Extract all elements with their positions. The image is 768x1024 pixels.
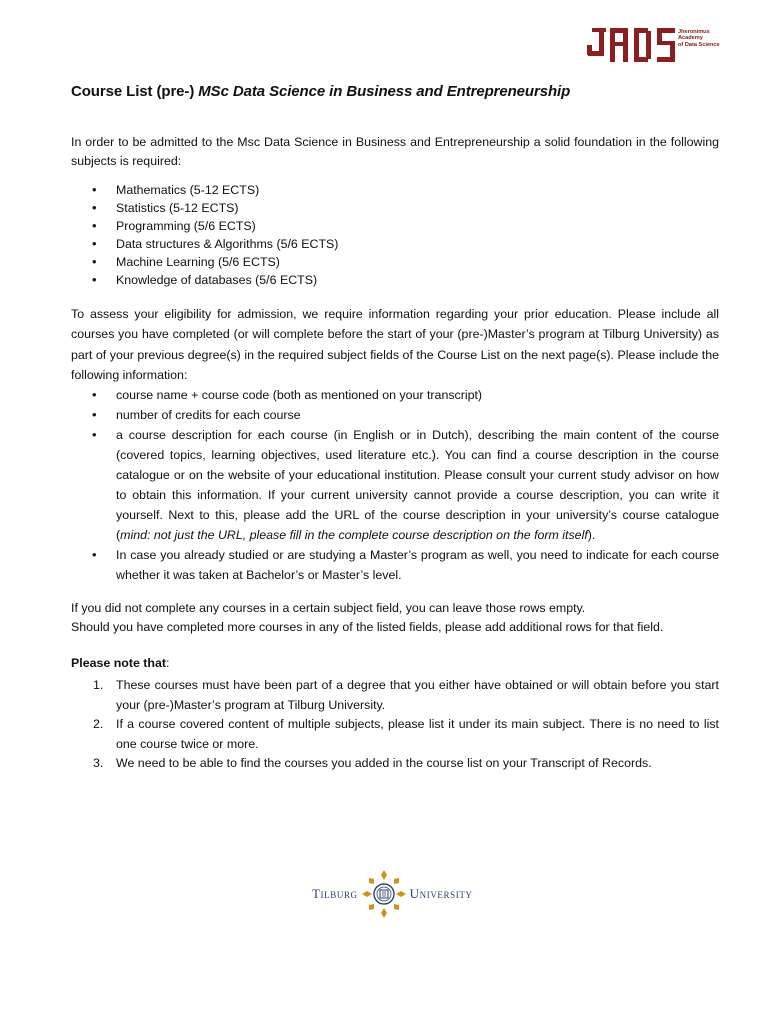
note-heading-colon: : [166,656,170,670]
jads-subtitle-line: Academy [678,35,703,42]
note-heading-text: Please note that [71,656,167,670]
list-number: 3. [93,756,104,771]
info-text: a course description for each course (in English or in Dutch), describing the main content of the course (covered topics, learning objectives, used literature etc.). You can find a course description in the course catalogue or on the website of your educational institution. Please consult your current study advisor on how to obtain this information. If your current university cannot provide a course description, you can write it yourself. Next to this, please add the URL of the course description in your university’s course catalogue ( [116,428,719,542]
assess-paragraph: To assess your eligibility for admission, we require information regarding your prior education. Please include all courses you have completed (or will complete before the start of your (pre-)Master’s program at Tilburg University) as part of your previous degree(s) in the required subject fields of the Course List on the next page(s). Please include the following information: [71,307,719,382]
list-item [71,715,719,754]
university-seal-icon [362,870,406,918]
list-item: • Data structures & Algorithms (5/6 ECTS) [71,235,719,253]
jads-subtitle-line: Jheronimus [678,29,710,35]
list-item: • Mathematics (5-12 ECTS) [71,181,719,199]
title-plain: Course List (pre-) [71,83,199,100]
list-item: • Statistics (5-12 ECTS) [71,199,719,217]
empty-rows-paragraph [71,599,731,638]
required-info-list [71,385,719,585]
note-text: We need to be able to find the courses you added in the course list on your Transcript of Records. [116,756,652,771]
info-italic-note: mind: not just the URL, please fill in the complete course description on the form itself [120,528,588,542]
list-number: 1. [93,678,104,692]
list-item: • Machine Learning (5/6 ECTS) [71,253,719,271]
list-item [71,754,719,774]
list-item: • number of credits for each course [71,405,719,425]
jads-subtitle-line: of Data Science [678,41,720,48]
list-item: • course name + course code (both as mentioned on your transcript) [71,385,719,405]
logo-word-tilburg: Tilburg [312,886,358,901]
subjects-list [71,181,719,289]
list-item [71,425,719,545]
jads-logo-subtitle [678,29,720,48]
note-heading [71,656,169,670]
list-item [71,676,719,715]
tilburg-university-logo [312,870,473,918]
notes-list [71,676,719,774]
more-rows-line: Should you have completed more courses in any of the listed fields, please add additional rows for that field. [71,620,664,635]
list-item: • Programming (5/6 ECTS) [71,217,719,235]
note-text: If a course covered content of multiple subjects, please list it under its main subject. There is no need to list one course twice or more. [116,717,719,751]
logo-word-university: University [409,886,473,901]
page-title [71,83,570,100]
list-number: 2. [93,717,104,732]
empty-rows-line: If you did not complete any courses in a certain subject field, you can leave those rows empty. [71,601,586,615]
title-italic: MSc Data Science in Business and Entrepreneurship [198,83,571,100]
info-text-end: ). [587,528,596,542]
list-item: • Knowledge of databases (5/6 ECTS) [71,271,719,289]
jads-logo [586,27,720,63]
note-text: These courses must have been part of a degree that you either have obtained or will obtain before you start your (pre-)Master’s program at Tilburg University. [116,678,719,712]
list-item: • In case you already studied or are studying a Master’s program as well, you need to indicate for each course whether it was taken at Bachelor’s or Master’s level. [71,545,719,585]
intro-paragraph: In order to be admitted to the Msc Data Science in Business and Entrepreneurship a solid foundation in the following subjects is required: [71,135,719,169]
